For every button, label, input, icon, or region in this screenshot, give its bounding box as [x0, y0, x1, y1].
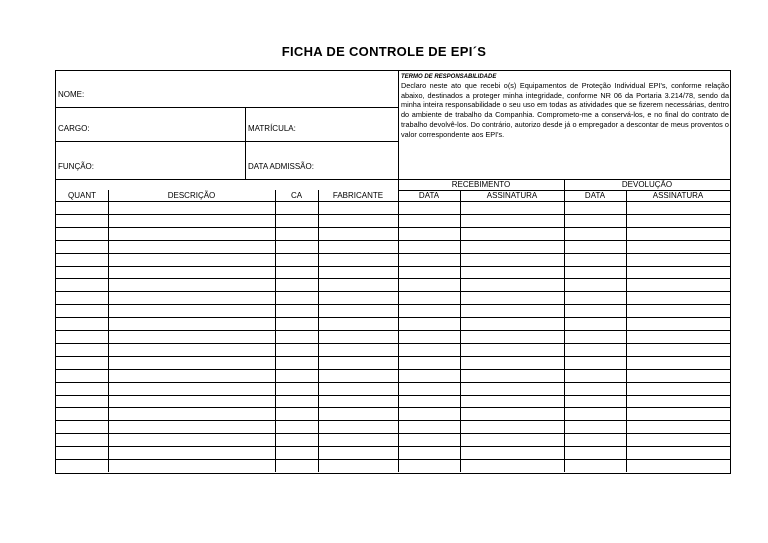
table-cell[interactable]: [626, 343, 730, 356]
quant-header: QUANT: [68, 191, 96, 200]
table-cell[interactable]: [275, 317, 318, 330]
table-cell[interactable]: [398, 227, 460, 240]
table-cell[interactable]: [398, 446, 460, 459]
table-cell[interactable]: [318, 253, 398, 266]
table-cell[interactable]: [275, 278, 318, 291]
devolucao-data-header: DATA: [584, 191, 606, 200]
table-cell[interactable]: [398, 317, 460, 330]
funcao-label: FUNÇÃO:: [58, 162, 94, 171]
table-cell[interactable]: [460, 266, 564, 279]
table-cell[interactable]: [318, 291, 398, 304]
table-cell[interactable]: [318, 382, 398, 395]
table-cell[interactable]: [275, 395, 318, 408]
devolucao-header: DEVOLUÇÃO: [621, 180, 673, 189]
table-cell[interactable]: [108, 459, 275, 472]
table-cell[interactable]: [108, 343, 275, 356]
table-cell[interactable]: [460, 420, 564, 433]
table-cell[interactable]: [398, 343, 460, 356]
table-cell[interactable]: [626, 356, 730, 369]
table-cell[interactable]: [398, 433, 460, 446]
table-cell[interactable]: [460, 433, 564, 446]
table-cell[interactable]: [56, 356, 108, 369]
table-cell[interactable]: [318, 395, 398, 408]
table-cell[interactable]: [460, 278, 564, 291]
cargo-field[interactable]: [56, 108, 246, 141]
table-cell[interactable]: [108, 407, 275, 420]
table-cell[interactable]: [460, 446, 564, 459]
table-cell[interactable]: [318, 356, 398, 369]
table-cell[interactable]: [626, 201, 730, 214]
table-cell[interactable]: [108, 446, 275, 459]
table-cell[interactable]: [318, 214, 398, 227]
table-cell[interactable]: [626, 240, 730, 253]
table-cell[interactable]: [626, 433, 730, 446]
table-cell[interactable]: [318, 369, 398, 382]
table-cell[interactable]: [626, 446, 730, 459]
table-cell[interactable]: [275, 343, 318, 356]
table-cell[interactable]: [318, 201, 398, 214]
epi-table: [56, 179, 730, 472]
table-cell[interactable]: [56, 369, 108, 382]
table-cell[interactable]: [564, 369, 626, 382]
table-cell[interactable]: [108, 382, 275, 395]
table-cell[interactable]: [56, 253, 108, 266]
table-cell[interactable]: [318, 304, 398, 317]
employee-info: [56, 71, 398, 179]
cargo-row: [56, 108, 398, 142]
table-cell[interactable]: [318, 343, 398, 356]
table-cell[interactable]: [460, 253, 564, 266]
table-cell[interactable]: [108, 291, 275, 304]
table-cell[interactable]: [56, 446, 108, 459]
table-cell[interactable]: [275, 382, 318, 395]
table-cell[interactable]: [398, 330, 460, 343]
table-cell[interactable]: [108, 266, 275, 279]
table-cell[interactable]: [275, 214, 318, 227]
table-cell[interactable]: [398, 420, 460, 433]
table-cell[interactable]: [275, 356, 318, 369]
table-cell[interactable]: [318, 240, 398, 253]
table-cell[interactable]: [460, 343, 564, 356]
table-cell[interactable]: [56, 317, 108, 330]
table-cell[interactable]: [275, 304, 318, 317]
cargo-label: CARGO:: [58, 124, 90, 133]
table-cell[interactable]: [56, 420, 108, 433]
table-cell[interactable]: [56, 395, 108, 408]
table-cell[interactable]: [56, 201, 108, 214]
table-cell[interactable]: [626, 278, 730, 291]
table-cell[interactable]: [318, 420, 398, 433]
table-cell[interactable]: [275, 420, 318, 433]
table-cell[interactable]: [56, 227, 108, 240]
table-cell[interactable]: [108, 420, 275, 433]
devolucao-assinatura-header: ASSINATURA: [652, 191, 704, 200]
table-cell[interactable]: [318, 433, 398, 446]
table-cell[interactable]: [460, 214, 564, 227]
nome-label: NOME:: [58, 90, 85, 99]
table-cell[interactable]: [318, 278, 398, 291]
table-cell[interactable]: [318, 407, 398, 420]
table-cell[interactable]: [398, 395, 460, 408]
table-cell[interactable]: [564, 266, 626, 279]
table-cell[interactable]: [460, 330, 564, 343]
table-cell[interactable]: [108, 253, 275, 266]
table-cell[interactable]: [626, 459, 730, 472]
table-cell[interactable]: [275, 407, 318, 420]
table-cell[interactable]: [108, 201, 275, 214]
terms-heading: TERMO DE RESPONSABILIDADE: [401, 74, 497, 80]
table-cell[interactable]: [108, 227, 275, 240]
table-cell[interactable]: [56, 433, 108, 446]
table-cell[interactable]: [626, 291, 730, 304]
table-cell[interactable]: [626, 395, 730, 408]
table-cell[interactable]: [108, 356, 275, 369]
table-cell[interactable]: [275, 459, 318, 472]
table-cell[interactable]: [626, 227, 730, 240]
table-cell[interactable]: [275, 201, 318, 214]
terms-of-responsibility: [399, 71, 731, 179]
table-cell[interactable]: [626, 369, 730, 382]
table-cell[interactable]: [460, 407, 564, 420]
funcao-row: [56, 142, 398, 179]
recebimento-assinatura-header: ASSINATURA: [486, 191, 538, 200]
table-cell[interactable]: [564, 317, 626, 330]
page-title: FICHA DE CONTROLE DE EPI´S: [281, 44, 487, 59]
table-cell[interactable]: [275, 227, 318, 240]
table-cell[interactable]: [108, 240, 275, 253]
table-cell[interactable]: [108, 214, 275, 227]
table-cell[interactable]: [56, 240, 108, 253]
table-cell[interactable]: [318, 446, 398, 459]
table-cell[interactable]: [108, 433, 275, 446]
table-cell[interactable]: [564, 227, 626, 240]
table-cell[interactable]: [56, 214, 108, 227]
table-cell[interactable]: [108, 317, 275, 330]
terms-body: Declaro neste ato que recebi o(s) Equipamentos de Proteção Individual EPI's, conforme relação abaixo, destinados a proteger minha integridade, conforme NR 06 da Portaria 3.214/78, sendo da minha inteira responsabilidade o seu uso em todas as atividades que se fizerem necessárias, dentro do ambiente de trabalho da Companhia. Comprometo-me a conservá-los, e no final do contrato de trabalho devolvê-los. Do contrário, autorizo desde já o empregador a descontar de meus proventos o valor correspondente aos EPI's.: [401, 81, 729, 139]
table-cell[interactable]: [460, 382, 564, 395]
table-cell[interactable]: [318, 317, 398, 330]
table-cell[interactable]: [275, 253, 318, 266]
nome-field[interactable]: [56, 71, 398, 107]
table-cell[interactable]: [275, 369, 318, 382]
table-cell[interactable]: [626, 304, 730, 317]
table-cell[interactable]: [564, 240, 626, 253]
table-cell[interactable]: [460, 240, 564, 253]
epi-control-sheet: [55, 70, 731, 474]
table-cell[interactable]: [564, 214, 626, 227]
table-cell[interactable]: [460, 356, 564, 369]
table-cell[interactable]: [564, 433, 626, 446]
table-cell[interactable]: [56, 330, 108, 343]
table-cell[interactable]: [108, 304, 275, 317]
table-cell[interactable]: [398, 459, 460, 472]
table-cell[interactable]: [108, 369, 275, 382]
table-cell[interactable]: [108, 278, 275, 291]
table-cell[interactable]: [56, 266, 108, 279]
table-cell[interactable]: [564, 201, 626, 214]
table-cell[interactable]: [398, 278, 460, 291]
table-cell[interactable]: [56, 278, 108, 291]
table-cell[interactable]: [398, 291, 460, 304]
recebimento-header: RECEBIMENTO: [451, 180, 511, 189]
recebimento-data-header: DATA: [418, 191, 440, 200]
table-cell[interactable]: [460, 201, 564, 214]
table-cell[interactable]: [626, 253, 730, 266]
table-cell[interactable]: [398, 253, 460, 266]
table-cell[interactable]: [318, 330, 398, 343]
nome-row: [56, 71, 398, 108]
ca-header: CA: [290, 191, 303, 200]
table-cell[interactable]: [275, 446, 318, 459]
table-cell[interactable]: [108, 330, 275, 343]
table-cell[interactable]: [626, 317, 730, 330]
matricula-label: MATRÍCULA:: [248, 124, 296, 133]
table-cell[interactable]: [460, 317, 564, 330]
matricula-field[interactable]: [246, 108, 398, 141]
table-cell[interactable]: [275, 433, 318, 446]
table-cell[interactable]: [626, 407, 730, 420]
table-cell[interactable]: [626, 266, 730, 279]
table-cell[interactable]: [398, 382, 460, 395]
data-admissao-label: DATA ADMISSÃO:: [248, 162, 314, 171]
table-cell[interactable]: [564, 356, 626, 369]
table-cell[interactable]: [564, 382, 626, 395]
table-cell[interactable]: [275, 240, 318, 253]
table-cell[interactable]: [626, 382, 730, 395]
table-cell[interactable]: [564, 343, 626, 356]
table-cell[interactable]: [398, 201, 460, 214]
table-cell[interactable]: [108, 395, 275, 408]
table-cell[interactable]: [56, 382, 108, 395]
table-cell[interactable]: [398, 240, 460, 253]
table-cell[interactable]: [564, 278, 626, 291]
table-cell[interactable]: [460, 395, 564, 408]
data-admissao-field[interactable]: [246, 142, 398, 179]
table-cell[interactable]: [275, 330, 318, 343]
table-cell[interactable]: [460, 459, 564, 472]
table-cell[interactable]: [56, 304, 108, 317]
table-cell[interactable]: [564, 304, 626, 317]
table-cell[interactable]: [398, 407, 460, 420]
funcao-field[interactable]: [56, 142, 246, 179]
table-cell[interactable]: [56, 291, 108, 304]
table-cell[interactable]: [564, 395, 626, 408]
table-cell[interactable]: [398, 266, 460, 279]
table-cell[interactable]: [626, 330, 730, 343]
table-cell[interactable]: [318, 459, 398, 472]
table-cell[interactable]: [56, 407, 108, 420]
table-cell[interactable]: [56, 343, 108, 356]
table-cell[interactable]: [398, 304, 460, 317]
table-cell[interactable]: [564, 291, 626, 304]
table-cell[interactable]: [318, 227, 398, 240]
table-cell[interactable]: [398, 369, 460, 382]
table-cell[interactable]: [318, 266, 398, 279]
table-cell[interactable]: [398, 214, 460, 227]
table-cell[interactable]: [460, 304, 564, 317]
table-cell[interactable]: [564, 253, 626, 266]
table-cell[interactable]: [564, 459, 626, 472]
table-cell[interactable]: [626, 420, 730, 433]
table-cell[interactable]: [564, 407, 626, 420]
table-cell[interactable]: [564, 446, 626, 459]
table-cell[interactable]: [564, 420, 626, 433]
table-cell[interactable]: [398, 356, 460, 369]
descricao-header: DESCRIÇÃO: [167, 191, 216, 200]
table-cell[interactable]: [460, 291, 564, 304]
table-cell[interactable]: [275, 266, 318, 279]
table-cell[interactable]: [460, 227, 564, 240]
table-cell[interactable]: [56, 459, 108, 472]
table-cell[interactable]: [460, 369, 564, 382]
table-cell[interactable]: [564, 330, 626, 343]
fabricante-header: FABRICANTE: [332, 191, 384, 200]
table-cell[interactable]: [275, 291, 318, 304]
table-cell[interactable]: [626, 214, 730, 227]
